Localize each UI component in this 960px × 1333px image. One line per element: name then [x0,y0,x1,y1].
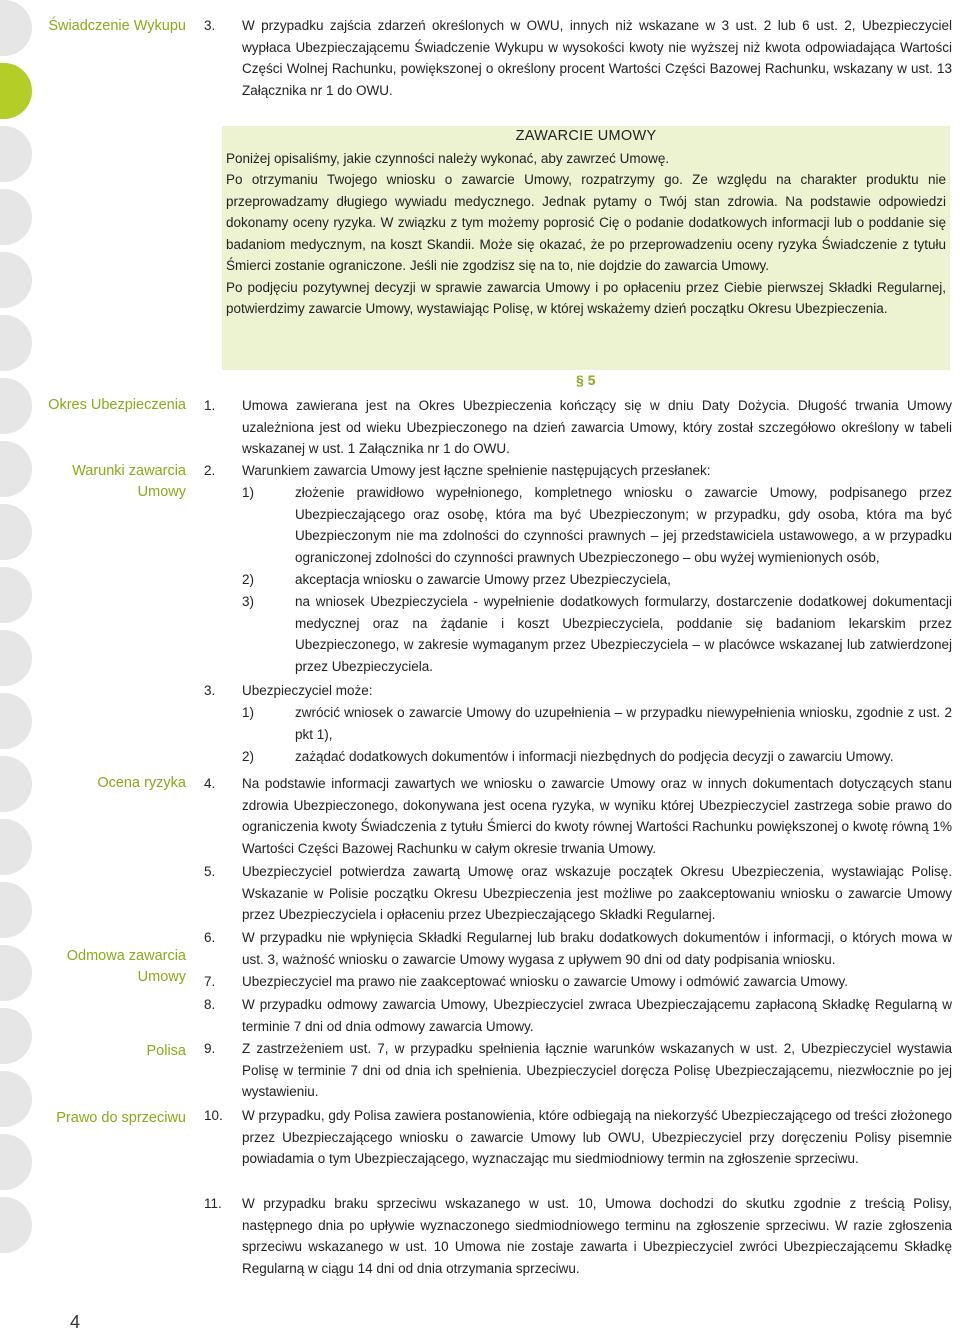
side-tab [0,252,32,308]
side-tab [0,882,32,938]
item-text: Z zastrzeżeniem ust. 7, w przypadku spełnienia łącznie warunków wskazanych w ust. 2, Ubezpieczyciel wystawia Polisę w terminie 7 dni od dnia ich spełnienia. Ubezpieczyciel doręcza Polisę Ubezpieczającemu, niezwłocznie po jej wystawieniu. [242,1041,952,1099]
side-tab [0,378,32,434]
item-number: 5. [204,864,216,879]
side-tab [0,1008,32,1064]
info-box-paragraph: Poniżej opisaliśmy, jakie czynności należy wykonać, aby zawrzeć Umowę. [226,150,670,166]
list-item [204,861,952,926]
item-number: 7. [204,974,216,989]
item-text: Na podstawie informacji zawartych we wniosku o zawarcie Umowy oraz w innych dokumentach dotyczących stanu zdrowia Ubezpieczonego, dokonywana jest ocena ryzyka, w wyniku której Ubezpieczyciel zastrzega sobie prawo do ograniczenia kwoty Świadczenia z tytułu Śmierci do kwoty równej Wartości Rachunku powiększonej o kwotę równą 1% Wartości Części Bazowej Rachunku w całym okresie trwania Umowy. [242,776,952,856]
item-number: 9. [204,1041,216,1056]
side-tab [0,1197,32,1253]
item-number: 3. [204,18,216,33]
item-text: W przypadku, gdy Polisa zawiera postanowienia, które odbiegają na niekorzyść Ubezpieczającego od treści złożonego przez Ubezpieczającego wniosku o zawarcie Umowy lub OWU, Ubezpieczyciel przy doręczeniu Polisy pisemnie powiadamia o tym Ubezpieczającego, wyznaczając mu siedmiodniowy termin na zgłoszenie sprzeciwu. [242,1108,952,1166]
item-text: W przypadku zajścia zdarzeń określonych w OWU, innych niż wskazane w 3 ust. 2 lub 6 ust. 2, Ubezpieczyciel wypłaca Ubezpieczającemu Świadczenie Wykupu w wysokości kwoty nie wyższej niż kwota odpowiadająca Wartości Części Wolnej Rachunku, powiększonej o określony procent Wartości Części Bazowej Rachunku, wskazany w ust. 13 Załącznika nr 1 do OWU. [242,18,952,98]
section-number: 5 [587,372,596,388]
list-item [204,460,952,482]
side-tab [0,819,32,875]
list-item [204,1038,952,1103]
info-box [222,126,950,370]
sub-item-text: akceptacja wniosku o zawarcie Umowy przez Ubezpieczyciela, [295,572,671,587]
item-number: 10. [204,1108,223,1123]
side-tab [0,693,32,749]
side-label-polisa: Polisa [146,1043,186,1059]
side-tab [0,0,32,56]
side-tab [0,1071,32,1127]
list-item [204,395,952,460]
side-label-okres: Okres Ubezpieczenia [48,397,186,413]
list-item [204,15,952,101]
side-tab-active [0,63,32,119]
side-tab [0,567,32,623]
sub-item [242,702,952,745]
item-number: 2. [204,463,216,478]
item-text: W przypadku braku sprzeciwu wskazanego w ust. 10, Umowa dochodzi do skutku zgodnie z treścią Polisy, następnego dnia po upływie wyznaczonego siedmiodniowego terminu na zgłoszenie sprzeciwu. W razie zgłoszenia sprzeciwu wskazanego w ust. 10 Umowa nie zostaje zawarta i Ubezpieczyciel zwróci Ubezpieczającemu Składkę Regularną w ciągu 14 dni od dnia otrzymania sprzeciwu. [242,1196,952,1276]
item-text: Umowa zawierana jest na Okres Ubezpieczenia kończący się w dniu Daty Dożycia. Długość trwania Umowy uzależniona jest od wieku Ubezpieczonego na dzień zawarcia Umowy, który został szczegółowo określony w tabeli wskazanej w ust. 1 Załącznika nr 1 do OWU. [242,398,952,456]
list-item [204,971,952,993]
side-label-prawo: Prawo do sprzeciwu [56,1110,186,1126]
side-tab [0,126,32,182]
list-item [204,680,952,702]
item-text: Ubezpieczyciel może: [242,683,373,698]
list-item [204,773,952,859]
sub-item-text: złożenie prawidłowo wypełnionego, kompletnego wniosku o zawarcie Umowy, podpisanego przez Ubezpieczającego oraz osobę, która ma być Ubezpieczonym; w przypadku, gdy osoba, która ma być Ubezpieczonym nie ma zdolności do czynności prawnych – jej przedstawiciela ustawowego, a w przypadku ograniczonej zdolności do czynności prawnych Ubezpieczonego – obu wyżej wymienionych osób, [295,485,952,565]
sub-item-text: zwrócić wniosek o zawarcie Umowy do uzupełnienia – w przypadku niewypełnienia wniosku, zgodnie z ust. 2 pkt 1), [295,705,952,742]
section-heading [572,372,596,389]
list-item [204,927,952,970]
side-tabs [0,0,34,1300]
item-number: 3. [204,683,216,698]
sub-item-number: 1) [242,705,255,720]
side-tab [0,504,32,560]
side-tab [0,756,32,812]
item-number: 11. [204,1196,222,1211]
list-item [204,994,952,1037]
list-item [204,1105,952,1170]
sub-item-text: na wniosek Ubezpieczyciela - wypełnienie dodatkowych formularzy, dostarczenie dodatkowej dokumentacji medycznej oraz na żądanie i koszt Ubezpieczyciela, poddanie się badaniom lekarskim przez Ubezpieczonego, w zakresie wymaganym przez Ubezpieczyciela – w placówce wskazanej lub zatwierdzonej przez Ubezpieczyciela. [295,594,952,674]
sub-item-number: 3) [242,594,255,609]
sub-item-number: 2) [242,749,255,764]
item-text: Ubezpieczyciel potwierdza zawartą Umowę oraz wskazuje początek Okresu Ubezpieczenia, wystawiając Polisę. Wskazanie w Polisie początku Okresu Ubezpieczenia jest możliwe po zaakceptowaniu wniosku o zawarcie Umowy przez Ubezpieczyciela i opłaceniu przez Ubezpieczającego Składki Regularnej. [242,864,952,922]
info-box-title: ZAWARCIE UMOWY [515,128,657,144]
sub-item-number: 1) [242,485,255,500]
item-text: W przypadku odmowy zawarcia Umowy, Ubezpieczyciel zwraca Ubezpieczającemu zapłaconą Składkę Regularną w terminie 7 dni od dnia odmowy zawarcia Umowy. [242,997,952,1034]
side-label-warunki: Warunki zawarcia Umowy [72,463,186,500]
side-tab [0,441,32,497]
list-item [204,1193,952,1279]
item-number: 4. [204,776,216,791]
info-box-paragraph: Po otrzymaniu Twojego wniosku o zawarcie Umowy, rozpatrzymy go. Ze względu na charakter produktu nie przeprowadzamy długiego wywiadu medycznego. Jednak pytamy o Twój stan zdrowia. Na podstawie odpowiedzi dokonamy oceny ryzyka. W związku z tym możemy poprosić Cię o podanie dodatkowych informacji lub o poddanie się badaniom medycznym, na koszt Skandii. Może się okazać, że po przeprowadzeniu oceny ryzyka Świadczenie z tytułu Śmierci zostanie ograniczone. Jeśli nie zgodzisz się na to, nie dojdzie do zawarcia Umowy. [226,172,946,273]
item-text: Ubezpieczyciel ma prawo nie zaakceptować wniosku o zawarcie Umowy i odmówić zawarcia Umowy. [242,974,848,989]
side-label-ocena: Ocena ryzyka [97,775,186,791]
item-number: 8. [204,997,216,1012]
item-number: 6. [204,930,216,945]
sub-item [242,746,952,768]
sub-item [242,591,952,677]
sub-item-number: 2) [242,572,255,587]
side-tab [0,630,32,686]
side-label-swiadczenie-wykupu: Świadczenie Wykupu [48,18,186,34]
page-number: 4 [70,1312,81,1332]
sub-item [242,482,952,568]
item-number: 1. [204,398,216,413]
info-box-paragraph: Po podjęciu pozytywnej decyzji w sprawie zawarcia Umowy i po opłaceniu przez Ciebie pierwszej Składki Regularnej, potwierdzimy zawarcie Umowy, wystawiając Polisę, w której wskażemy dzień początku Okresu Ubezpieczenia. [226,279,946,316]
side-tab [0,315,32,371]
side-tab [0,189,32,245]
sub-item-text: zażądać dodatkowych dokumentów i informacji niezbędnych do podjęcia decyzji o zawarciu Umowy. [295,749,894,764]
side-tab [0,945,32,1001]
section-symbol: § [576,372,584,388]
item-text: Warunkiem zawarcia Umowy jest łączne spełnienie następujących przesłanek: [242,463,711,478]
item-text: W przypadku nie wpłynięcia Składki Regularnej lub braku dodatkowych dokumentów i informacji, o których mowa w ust. 3, ważność wniosku o zawarcie Umowy wygasa z upływem 90 dni od daty podpisania wniosku. [242,930,952,967]
side-label-odmowa: Odmowa zawarcia Umowy [66,948,186,985]
sub-item [242,569,952,591]
side-tab [0,1134,32,1190]
